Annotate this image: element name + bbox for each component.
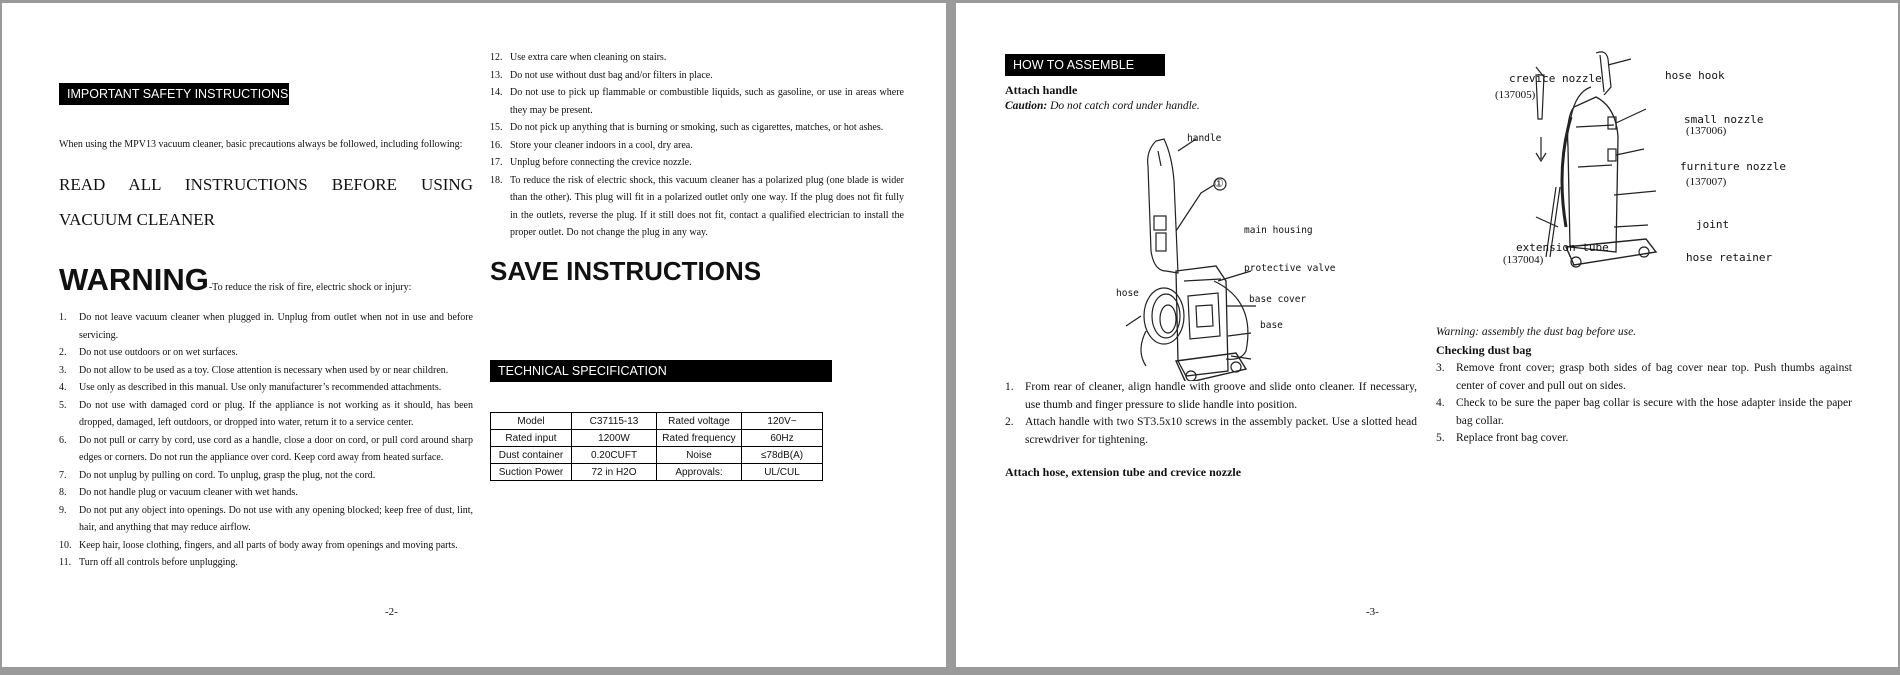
page-2: [2, 3, 946, 667]
table-cell: Dust container: [491, 447, 572, 464]
list-item: [59, 309, 473, 344]
list-item-number: 5.: [59, 399, 67, 411]
list-item-number: 17.: [490, 157, 503, 168]
page-number: -3-: [1366, 606, 1379, 618]
list-item: [59, 432, 473, 467]
label-joint: joint: [1696, 218, 1730, 231]
label-hose: hose: [1116, 288, 1139, 299]
table-cell: Rated frequency: [657, 430, 742, 447]
list-item-text: Do not use without dust bag and/or filters in place.: [510, 69, 713, 81]
label-furniture-nozzle: furniture nozzle: [1680, 160, 1786, 173]
list-item-text: Do not handle plug or vacuum cleaner with wet hands.: [79, 487, 298, 498]
list-item: [490, 119, 904, 137]
warning-text: -To reduce the risk of fire, electric shock or injury:: [208, 282, 412, 293]
list-item: [59, 379, 473, 397]
spec-table: [490, 412, 823, 481]
page-number: -2-: [385, 606, 398, 618]
safety-list-right: [490, 49, 904, 242]
list-item-text: Use extra care when cleaning on stairs.: [510, 52, 667, 63]
table-cell: Rated input: [491, 430, 572, 447]
list-item: [59, 344, 473, 362]
list-item-number: 2.: [59, 347, 67, 358]
list-item-text: Use only as described in this manual. Use only manufacturer’s recommended attachments.: [79, 382, 442, 393]
list-item-text: Store your cleaner indoors in a cool, dry area.: [510, 139, 693, 151]
list-item-number: 13.: [490, 69, 503, 81]
list-item: [490, 84, 904, 119]
list-item-number: 14.: [490, 87, 503, 98]
attach-hose-title: Attach hose, extension tube and crevice nozzle: [1005, 465, 1242, 479]
list-item-text: Do not unplug by pulling on cord. To unplug, grasp the plug, not the cord.: [79, 469, 376, 481]
table-cell: 72 in H2O: [572, 464, 657, 481]
caution-line: [1005, 100, 1200, 112]
label-crevice-nozzle-num: (137005): [1495, 89, 1536, 101]
list-item: [1436, 430, 1852, 448]
list-item-number: 7.: [59, 469, 67, 481]
table-row: [491, 413, 823, 430]
read-all-line2: VACUUM CLEANER: [59, 210, 216, 229]
list-item-number: 15.: [490, 122, 503, 133]
list-item-text: Keep hair, loose clothing, fingers, and all parts of body away from openings and moving parts.: [79, 539, 458, 551]
list-item-text: Replace front bag cover.: [1456, 432, 1569, 444]
list-item-number: 4.: [1436, 397, 1445, 409]
table-cell: Noise: [657, 447, 742, 464]
list-item: [490, 137, 904, 155]
list-item: [1005, 379, 1417, 414]
safety-list-left: [59, 309, 473, 572]
list-item-number: 1.: [59, 312, 67, 323]
label-hose-hook: hose hook: [1665, 69, 1725, 82]
tech-spec-header: TECHNICAL SPECIFICATION: [490, 360, 832, 382]
list-item: [1005, 414, 1417, 449]
list-item-number: 4.: [59, 382, 67, 393]
table-cell: Approvals:: [657, 464, 742, 481]
list-item: [490, 67, 904, 85]
caution-label: Caution:: [1005, 100, 1048, 112]
list-item-number: 2.: [1005, 416, 1014, 428]
label-hose-retainer: hose retainer: [1686, 251, 1773, 264]
list-item-text: Do not use with damaged cord or plug. If the appliance is not working as it should, has been dropped, damaged, left outdoors, or dropped into water, return it to a service center.: [79, 399, 473, 428]
table-cell: Rated voltage: [657, 413, 742, 430]
label-crevice-nozzle: crevice nozzle: [1509, 72, 1602, 85]
list-item-text: Do not leave vacuum cleaner when plugged in. Unplug from outlet when not in use and before servicing.: [79, 312, 473, 341]
list-item-text: Do not use outdoors or on wet surfaces.: [79, 347, 238, 358]
list-item-text: Do not put any object into openings. Do not use with any opening blocked; keep free of dust, lint, hair, and anything that may reduce airflow.: [79, 504, 473, 533]
list-item: [59, 362, 473, 380]
list-item-text: Turn off all controls before unplugging.: [79, 557, 238, 568]
table-cell: Suction Power: [491, 464, 572, 481]
list-item-number: 3.: [59, 364, 67, 376]
list-item-number: 9.: [59, 504, 67, 516]
table-cell: 0.20CUFT: [572, 447, 657, 464]
read-all-line1: READ ALL INSTRUCTIONS BEFORE USING: [59, 175, 473, 194]
list-item-number: 11.: [59, 557, 72, 568]
list-item: [59, 502, 473, 537]
intro-text: When using the MPV13 vacuum cleaner, basic precautions always be followed, including following:: [59, 139, 463, 150]
table-cell: ≤78dB(A): [742, 447, 823, 464]
warning-title: WARNING: [59, 262, 209, 297]
safety-header: IMPORTANT SAFETY INSTRUCTIONS: [59, 83, 289, 105]
assemble-header: HOW TO ASSEMBLE: [1005, 54, 1165, 76]
table-row: [491, 464, 823, 481]
table-cell: UL/CUL: [742, 464, 823, 481]
list-item: [59, 484, 473, 502]
list-item-text: Do not pick up anything that is burning or smoking, such as cigarettes, matches, or hot ashes.: [510, 122, 884, 133]
label-small-nozzle-num: (137006): [1686, 125, 1727, 137]
handle-steps-list: [1005, 379, 1417, 449]
list-item-number: 10.: [59, 539, 72, 551]
list-item: [490, 154, 904, 172]
table-cell: Model: [491, 413, 572, 430]
list-item: [59, 554, 473, 572]
table-cell: 60Hz: [742, 430, 823, 447]
label-small-nozzle: small nozzle: [1684, 113, 1764, 126]
save-instructions-title: SAVE INSTRUCTIONS: [490, 256, 762, 286]
list-item-text: From rear of cleaner, align handle with groove and slide onto cleaner. If necessary, use thumb and finger pressure to slide handle into position.: [1025, 381, 1417, 411]
label-extension-tube: extension tube: [1516, 241, 1609, 254]
list-item: [490, 49, 904, 67]
warning-line: [59, 262, 411, 298]
label-handle: handle: [1187, 133, 1222, 144]
list-item-number: 3.: [1436, 362, 1445, 374]
table-cell: 1200W: [572, 430, 657, 447]
list-item-number: 5.: [1436, 432, 1445, 444]
label-circle-1: ①: [1214, 177, 1224, 190]
label-furniture-nozzle-num: (137007): [1686, 176, 1727, 188]
hose-assembly-figure: [1496, 47, 1676, 307]
list-item: [1436, 360, 1852, 395]
list-item: [59, 537, 473, 555]
list-item-number: 8.: [59, 487, 67, 498]
label-base: base: [1260, 320, 1283, 331]
list-item-number: 16.: [490, 139, 503, 151]
attach-handle-title: Attach handle: [1005, 83, 1078, 97]
table-row: [491, 430, 823, 447]
list-item-text: Do not allow to be used as a toy. Close attention is necessary when used by or near children.: [79, 364, 449, 376]
list-item: [1436, 395, 1852, 430]
list-item-text: Do not pull or carry by cord, use cord as a handle, close a door on cord, or pull cord around sharp edges or corners. Do not run the appliance over cord. Keep cord away from heated surface.: [79, 434, 473, 463]
list-item-number: 1.: [1005, 381, 1014, 393]
table-row: [491, 447, 823, 464]
list-item-text: To reduce the risk of electric shock, this vacuum cleaner has a polarized plug (one blade is wider than the other). This plug will fit in a polarized outlet only one way. If the plug does not fit fully in the outlets, reverse the plug. If it still does not fit, contact a qualified electrician to install the proper outlet. Do not change the plug in any way.: [510, 174, 904, 238]
list-item-number: 6.: [59, 434, 67, 446]
table-cell: C37115-13: [572, 413, 657, 430]
handle-assembly-figure: [1106, 121, 1306, 381]
warning-note: Warning: assembly the dust bag before use.: [1436, 326, 1637, 338]
list-item-number: 18.: [490, 174, 503, 186]
list-item-text: Unplug before connecting the crevice nozzle.: [510, 157, 692, 168]
list-item-text: Do not use to pick up flammable or combustible liquids, such as gasoline, or use in areas where they may be present.: [510, 87, 904, 116]
list-item-number: 12.: [490, 52, 503, 63]
list-item-text: Remove front cover; grasp both sides of bag cover near top. Push thumbs against center of cover and pull out on sides.: [1456, 362, 1852, 392]
page-3: [956, 3, 1898, 667]
label-base-cover: base cover: [1249, 294, 1307, 305]
list-item: [490, 172, 904, 242]
label-extension-tube-num: (137004): [1503, 254, 1544, 266]
dust-bag-steps-list: [1436, 360, 1852, 448]
caution-text: Do not catch cord under handle.: [1047, 100, 1200, 112]
list-item: [59, 467, 473, 485]
label-main-housing: main housing: [1244, 225, 1313, 236]
label-protective-valve: protective valve: [1244, 263, 1336, 274]
list-item-text: Attach handle with two ST3.5x10 screws in the assembly packet. Use a slotted head screwdriver for tightening.: [1025, 416, 1417, 446]
list-item-text: Check to be sure the paper bag collar is secure with the hose adapter inside the paper bag collar.: [1456, 397, 1852, 427]
table-cell: 120V~: [742, 413, 823, 430]
list-item: [59, 397, 473, 432]
checking-dust-bag-title: Checking dust bag: [1436, 343, 1532, 357]
